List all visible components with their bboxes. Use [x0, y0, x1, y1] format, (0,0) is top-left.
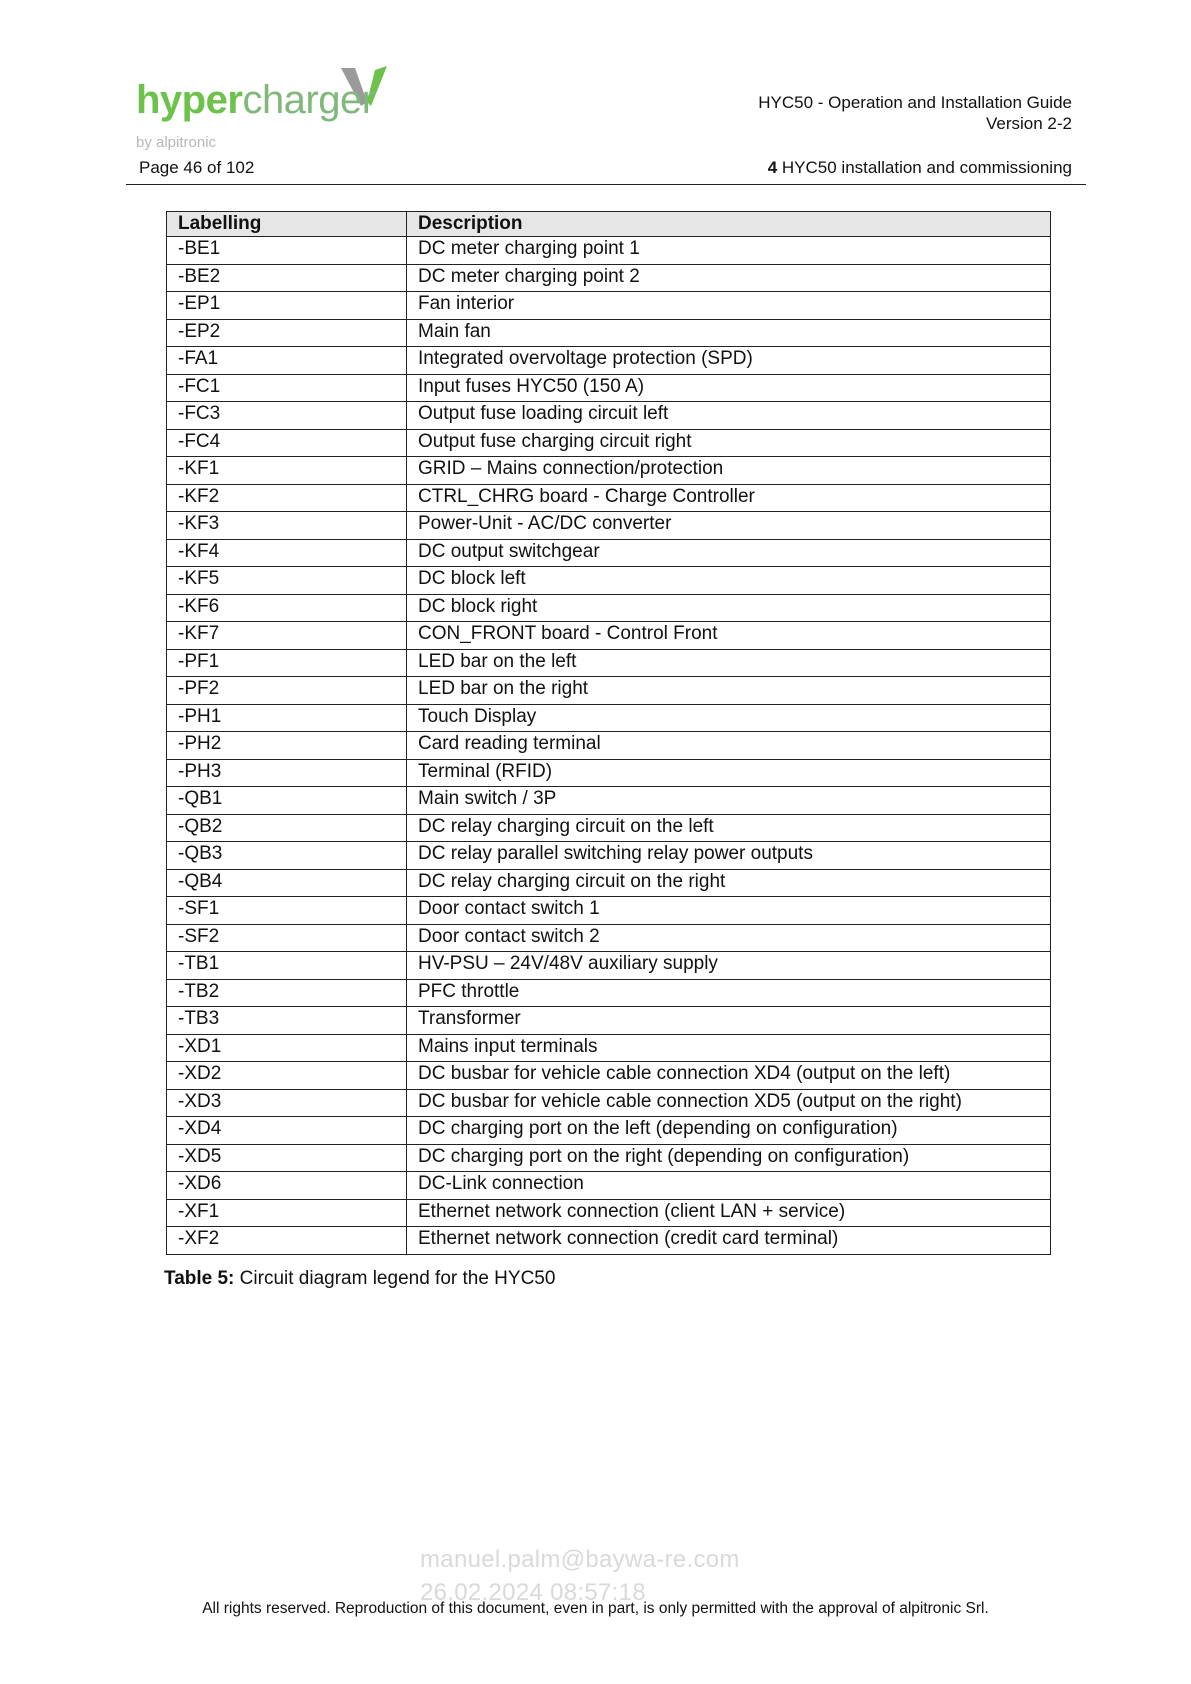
cell-description: Transformer: [407, 1007, 1051, 1035]
cell-labelling: -PF1: [167, 649, 407, 677]
cell-description: Output fuse loading circuit left: [407, 402, 1051, 430]
cell-description: DC block right: [407, 594, 1051, 622]
table-row: [167, 1199, 1051, 1227]
table-row: [167, 1034, 1051, 1062]
table-row: [167, 347, 1051, 375]
cell-description: DC output switchgear: [407, 539, 1051, 567]
cell-labelling: -BE1: [167, 237, 407, 265]
table-row: [167, 594, 1051, 622]
cell-labelling: -QB4: [167, 869, 407, 897]
table-row: [167, 1089, 1051, 1117]
column-header-description: Description: [407, 212, 1051, 237]
cell-labelling: -KF7: [167, 622, 407, 650]
header-divider: [126, 184, 1086, 185]
cell-description: DC busbar for vehicle cable connection XD5 (output on the right): [407, 1089, 1051, 1117]
cell-labelling: -KF4: [167, 539, 407, 567]
cell-labelling: -PH3: [167, 759, 407, 787]
cell-labelling: -QB3: [167, 842, 407, 870]
cell-description: LED bar on the left: [407, 649, 1051, 677]
cell-description: DC charging port on the right (depending on configuration): [407, 1144, 1051, 1172]
cell-description: HV-PSU – 24V/48V auxiliary supply: [407, 952, 1051, 980]
cell-description: LED bar on the right: [407, 677, 1051, 705]
cell-labelling: -PH2: [167, 732, 407, 760]
table-row: [167, 924, 1051, 952]
cell-labelling: -BE2: [167, 264, 407, 292]
cell-labelling: -KF2: [167, 484, 407, 512]
cell-labelling: -XD5: [167, 1144, 407, 1172]
chapter-heading: [768, 158, 1072, 178]
cell-description: Door contact switch 1: [407, 897, 1051, 925]
company-logo: [136, 66, 396, 156]
table-row: [167, 814, 1051, 842]
cell-labelling: -KF3: [167, 512, 407, 540]
table-row: [167, 484, 1051, 512]
cell-description: PFC throttle: [407, 979, 1051, 1007]
caption-label: Table 5:: [164, 1268, 235, 1289]
logo-part-charger: charger: [242, 78, 375, 122]
cell-description: DC meter charging point 2: [407, 264, 1051, 292]
document-header: [758, 92, 1072, 134]
table-row: [167, 402, 1051, 430]
table-caption: [164, 1268, 555, 1290]
table-row: [167, 952, 1051, 980]
copyright-footer: All rights reserved. Reproduction of this document, even in part, is only permitted with the approval of alpitronic Srl.: [202, 1600, 989, 1617]
cell-labelling: -XD4: [167, 1117, 407, 1145]
cell-description: DC relay parallel switching relay power outputs: [407, 842, 1051, 870]
table-row: [167, 979, 1051, 1007]
cell-labelling: -XD6: [167, 1172, 407, 1200]
table-row: [167, 512, 1051, 540]
chapter-number: 4: [767, 158, 778, 177]
cell-labelling: -KF6: [167, 594, 407, 622]
cell-labelling: -XF1: [167, 1199, 407, 1227]
table-row: [167, 732, 1051, 760]
watermark-email: manuel.palm@baywa-re.com: [420, 1546, 740, 1573]
cell-labelling: -XD3: [167, 1089, 407, 1117]
cell-description: DC-Link connection: [407, 1172, 1051, 1200]
cell-description: GRID – Mains connection/protection: [407, 457, 1051, 485]
cell-labelling: -XF2: [167, 1227, 407, 1255]
cell-labelling: -EP1: [167, 292, 407, 320]
logo-wordmark: [136, 80, 375, 120]
document-version: Version 2-2: [986, 114, 1072, 133]
cell-labelling: -XD1: [167, 1034, 407, 1062]
watermark-timestamp: 26.02.2024 08:57:18: [420, 1579, 646, 1606]
cell-labelling: -TB1: [167, 952, 407, 980]
table-row: [167, 539, 1051, 567]
table-row: [167, 649, 1051, 677]
table-row: [167, 1062, 1051, 1090]
circuit-legend-table: [166, 211, 1051, 1255]
cell-labelling: -KF1: [167, 457, 407, 485]
cell-description: Output fuse charging circuit right: [407, 429, 1051, 457]
cell-description: Terminal (RFID): [407, 759, 1051, 787]
cell-labelling: -FC4: [167, 429, 407, 457]
cell-description: CON_FRONT board - Control Front: [407, 622, 1051, 650]
table-row: [167, 374, 1051, 402]
cell-description: DC charging port on the left (depending on configuration): [407, 1117, 1051, 1145]
cell-labelling: -PH1: [167, 704, 407, 732]
logo-part-hyper: hyper: [136, 78, 243, 122]
caption-text: Circuit diagram legend for the HYC50: [239, 1268, 556, 1289]
cell-labelling: -FC1: [167, 374, 407, 402]
table-row: [167, 264, 1051, 292]
cell-description: Fan interior: [407, 292, 1051, 320]
cell-labelling: -FC3: [167, 402, 407, 430]
cell-description: DC relay charging circuit on the right: [407, 869, 1051, 897]
cell-description: Main fan: [407, 319, 1051, 347]
document-title: HYC50 - Operation and Installation Guide: [758, 93, 1072, 112]
cell-labelling: -XD2: [167, 1062, 407, 1090]
table-row: [167, 1144, 1051, 1172]
table-row: [167, 622, 1051, 650]
cell-description: DC meter charging point 1: [407, 237, 1051, 265]
table-header-row: [167, 212, 1051, 237]
table-row: [167, 897, 1051, 925]
table-row: [167, 704, 1051, 732]
cell-labelling: -KF5: [167, 567, 407, 595]
cell-description: Door contact switch 2: [407, 924, 1051, 952]
cell-labelling: -TB2: [167, 979, 407, 1007]
table-row: [167, 237, 1051, 265]
cell-description: DC block left: [407, 567, 1051, 595]
cell-description: CTRL_CHRG board - Charge Controller: [407, 484, 1051, 512]
cell-labelling: -TB3: [167, 1007, 407, 1035]
chapter-title: HYC50 installation and commissioning: [781, 158, 1072, 177]
table-row: [167, 842, 1051, 870]
table-row: [167, 1172, 1051, 1200]
table-row: [167, 759, 1051, 787]
table-row: [167, 292, 1051, 320]
cell-description: Mains input terminals: [407, 1034, 1051, 1062]
table-row: [167, 457, 1051, 485]
cell-labelling: -QB2: [167, 814, 407, 842]
cell-labelling: -FA1: [167, 347, 407, 375]
table-row: [167, 429, 1051, 457]
table-row: [167, 787, 1051, 815]
table-row: [167, 567, 1051, 595]
cell-labelling: -SF1: [167, 897, 407, 925]
cell-description: Touch Display: [407, 704, 1051, 732]
cell-description: Integrated overvoltage protection (SPD): [407, 347, 1051, 375]
cell-labelling: -EP2: [167, 319, 407, 347]
table-row: [167, 1117, 1051, 1145]
cell-description: Ethernet network connection (credit card terminal): [407, 1227, 1051, 1255]
cell-description: Power-Unit - AC/DC converter: [407, 512, 1051, 540]
table-body: [167, 237, 1051, 1255]
table-row: [167, 869, 1051, 897]
cell-description: Card reading terminal: [407, 732, 1051, 760]
cell-description: Ethernet network connection (client LAN + service): [407, 1199, 1051, 1227]
column-header-labelling: Labelling: [167, 212, 407, 237]
cell-labelling: -SF2: [167, 924, 407, 952]
table-row: [167, 319, 1051, 347]
cell-description: DC busbar for vehicle cable connection XD4 (output on the left): [407, 1062, 1051, 1090]
table-row: [167, 1227, 1051, 1255]
cell-description: Input fuses HYC50 (150 A): [407, 374, 1051, 402]
cell-description: DC relay charging circuit on the left: [407, 814, 1051, 842]
cell-description: Main switch / 3P: [407, 787, 1051, 815]
cell-labelling: -PF2: [167, 677, 407, 705]
page-number: Page 46 of 102: [139, 158, 255, 177]
cell-labelling: -QB1: [167, 787, 407, 815]
table-row: [167, 1007, 1051, 1035]
logo-byline: by alpitronic: [136, 134, 217, 151]
table-row: [167, 677, 1051, 705]
